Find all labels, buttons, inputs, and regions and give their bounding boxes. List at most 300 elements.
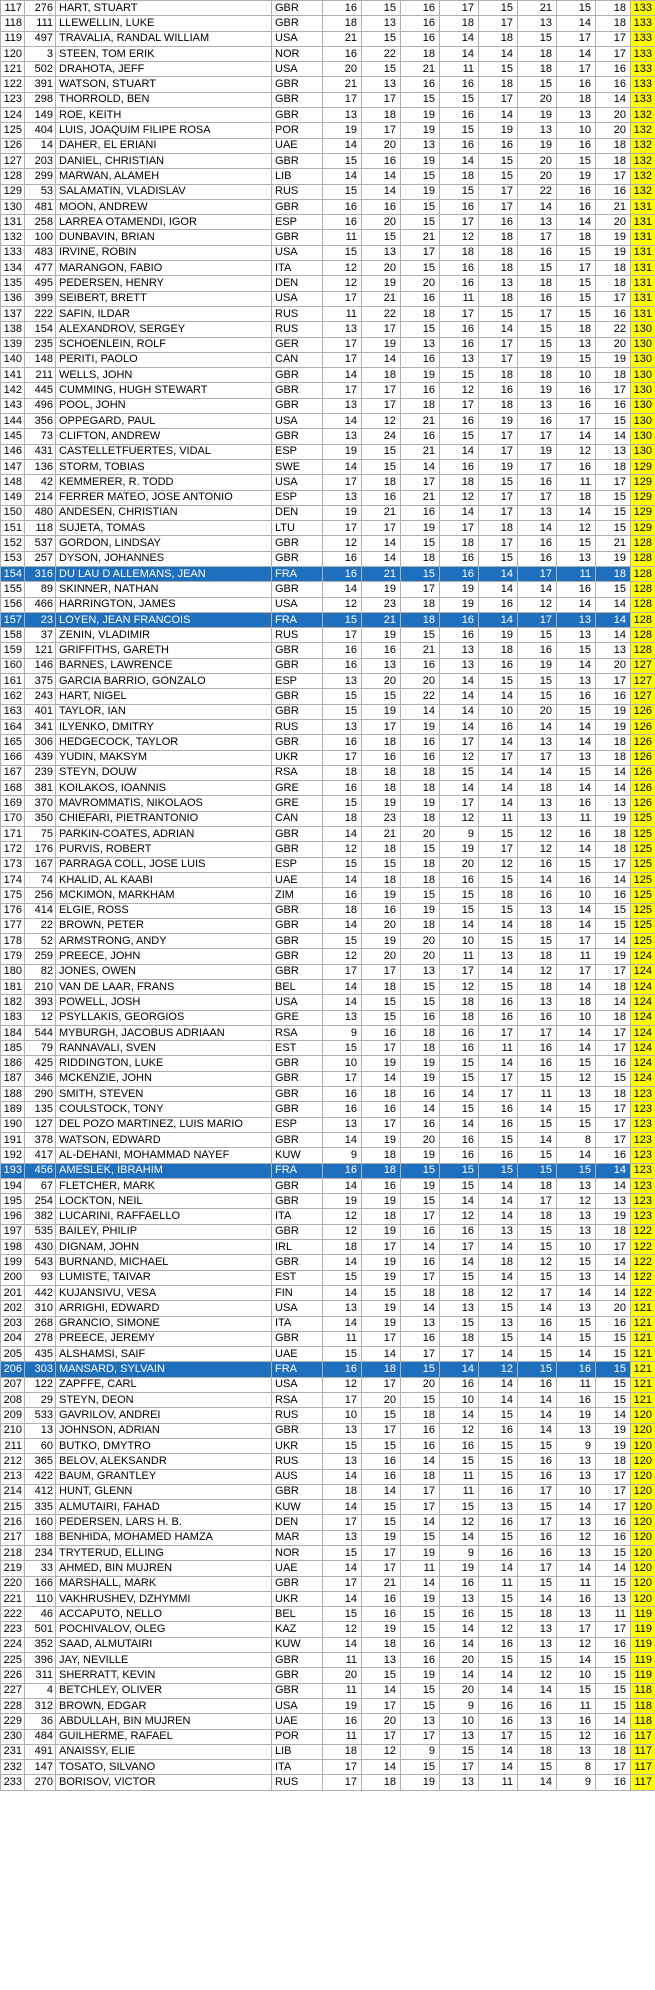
total-cell: 133 <box>631 92 655 107</box>
score-cell: 8 <box>557 1132 596 1147</box>
score-cell: 14 <box>518 1408 557 1423</box>
name-cell: AL-DEHANI, MOHAMMAD NAYEF <box>56 1148 272 1163</box>
score-cell: 16 <box>596 1775 631 1790</box>
rank-cell: 136 <box>1 291 25 306</box>
score-cell: 16 <box>440 1148 479 1163</box>
table-row <box>1 1270 655 1285</box>
score-cell: 17 <box>596 1500 631 1515</box>
score-cell: 13 <box>518 16 557 31</box>
score-cell: 12 <box>323 1377 362 1392</box>
score-cell: 20 <box>362 918 401 933</box>
rank-cell: 161 <box>1 674 25 689</box>
score-cell: 14 <box>323 1285 362 1300</box>
score-cell: 13 <box>557 1454 596 1469</box>
country-cell: GBR <box>272 230 323 245</box>
score-cell: 14 <box>362 169 401 184</box>
score-cell: 14 <box>401 1240 440 1255</box>
score-cell: 13 <box>557 1178 596 1193</box>
score-cell: 15 <box>518 1729 557 1744</box>
bib-cell: 239 <box>25 765 56 780</box>
country-cell: UAE <box>272 1561 323 1576</box>
score-cell: 16 <box>362 1469 401 1484</box>
country-cell: GBR <box>272 689 323 704</box>
score-cell: 14 <box>479 1178 518 1193</box>
score-cell: 14 <box>557 46 596 61</box>
name-cell: MANSARD, SYLVAIN <box>56 1362 272 1377</box>
score-cell: 17 <box>596 46 631 61</box>
rank-cell: 162 <box>1 689 25 704</box>
score-cell: 19 <box>362 1301 401 1316</box>
score-cell: 18 <box>596 1010 631 1025</box>
country-cell: EST <box>272 1270 323 1285</box>
score-cell: 19 <box>362 1056 401 1071</box>
score-cell: 14 <box>323 1132 362 1147</box>
score-cell: 17 <box>362 1240 401 1255</box>
score-cell: 18 <box>518 1209 557 1224</box>
score-cell: 17 <box>362 1561 401 1576</box>
score-cell: 17 <box>401 582 440 597</box>
table-row <box>1 1301 655 1316</box>
score-cell: 17 <box>440 735 479 750</box>
score-cell: 19 <box>557 169 596 184</box>
score-cell: 14 <box>440 1255 479 1270</box>
name-cell: MARANGON, FABIO <box>56 261 272 276</box>
score-cell: 14 <box>323 995 362 1010</box>
score-cell: 12 <box>323 597 362 612</box>
score-cell: 18 <box>401 1285 440 1300</box>
score-cell: 20 <box>596 215 631 230</box>
table-row <box>1 995 655 1010</box>
score-cell: 16 <box>440 551 479 566</box>
name-cell: MCKENZIE, JOHN <box>56 1071 272 1086</box>
table-row <box>1 949 655 964</box>
score-cell: 13 <box>557 108 596 123</box>
name-cell: LOYEN, JEAN FRANCOIS <box>56 612 272 627</box>
rank-cell: 224 <box>1 1637 25 1652</box>
score-cell: 19 <box>479 123 518 138</box>
name-cell: SHERRATT, KEVIN <box>56 1668 272 1683</box>
rank-cell: 159 <box>1 643 25 658</box>
name-cell: GRANCIO, SIMONE <box>56 1316 272 1331</box>
score-cell: 21 <box>596 199 631 214</box>
score-cell: 21 <box>401 230 440 245</box>
bib-cell: 391 <box>25 77 56 92</box>
country-cell: GBR <box>272 1 323 16</box>
score-cell: 18 <box>323 811 362 826</box>
score-cell: 18 <box>479 230 518 245</box>
rank-cell: 188 <box>1 1087 25 1102</box>
country-cell: DEN <box>272 505 323 520</box>
score-cell: 18 <box>362 475 401 490</box>
total-cell: 131 <box>631 261 655 276</box>
score-cell: 19 <box>401 123 440 138</box>
score-cell: 14 <box>479 1744 518 1759</box>
name-cell: PURVIS, ROBERT <box>56 842 272 857</box>
score-cell: 18 <box>401 46 440 61</box>
bib-cell: 311 <box>25 1668 56 1683</box>
name-cell: SUJETA, TOMAS <box>56 521 272 536</box>
table-row <box>1 1071 655 1086</box>
bib-cell: 259 <box>25 949 56 964</box>
score-cell: 14 <box>479 1347 518 1362</box>
name-cell: MOON, ANDREW <box>56 199 272 214</box>
table-row <box>1 1087 655 1102</box>
score-cell: 16 <box>479 1545 518 1560</box>
score-cell: 15 <box>440 1102 479 1117</box>
table-row <box>1 1775 655 1790</box>
country-cell: NOR <box>272 46 323 61</box>
score-cell: 16 <box>323 199 362 214</box>
total-cell: 128 <box>631 628 655 643</box>
score-cell: 17 <box>596 1484 631 1499</box>
score-cell: 23 <box>362 597 401 612</box>
score-cell: 18 <box>479 398 518 413</box>
table-row <box>1 1530 655 1545</box>
total-cell: 130 <box>631 444 655 459</box>
bib-cell: 254 <box>25 1194 56 1209</box>
bib-cell: 417 <box>25 1148 56 1163</box>
score-cell: 19 <box>518 352 557 367</box>
score-cell: 14 <box>479 1270 518 1285</box>
score-cell: 15 <box>362 1285 401 1300</box>
total-cell: 130 <box>631 322 655 337</box>
total-cell: 125 <box>631 888 655 903</box>
total-cell: 125 <box>631 827 655 842</box>
bib-cell: 4 <box>25 1683 56 1698</box>
score-cell: 14 <box>440 781 479 796</box>
score-cell: 18 <box>518 949 557 964</box>
total-cell: 123 <box>631 1194 655 1209</box>
rank-cell: 144 <box>1 414 25 429</box>
score-cell: 15 <box>479 1301 518 1316</box>
rank-cell: 232 <box>1 1760 25 1775</box>
score-cell: 15 <box>440 1163 479 1178</box>
name-cell: DRAHOTA, JEFF <box>56 62 272 77</box>
score-cell: 12 <box>362 414 401 429</box>
score-cell: 17 <box>401 1500 440 1515</box>
table-row <box>1 383 655 398</box>
bib-cell: 52 <box>25 934 56 949</box>
score-cell: 16 <box>323 781 362 796</box>
score-cell: 18 <box>596 138 631 153</box>
country-cell: GER <box>272 337 323 352</box>
rank-cell: 183 <box>1 1010 25 1025</box>
score-cell: 16 <box>557 199 596 214</box>
score-cell: 18 <box>362 1087 401 1102</box>
country-cell: GBR <box>272 1056 323 1071</box>
score-cell: 15 <box>479 1653 518 1668</box>
score-cell: 15 <box>440 1316 479 1331</box>
total-cell: 117 <box>631 1760 655 1775</box>
score-cell: 15 <box>362 459 401 474</box>
name-cell: ROE, KEITH <box>56 108 272 123</box>
score-cell: 17 <box>323 383 362 398</box>
score-cell: 16 <box>518 1545 557 1560</box>
score-cell: 15 <box>440 903 479 918</box>
name-cell: GORDON, LINDSAY <box>56 536 272 551</box>
score-cell: 16 <box>557 184 596 199</box>
score-cell: 16 <box>440 138 479 153</box>
score-cell: 12 <box>557 521 596 536</box>
score-cell: 15 <box>401 1683 440 1698</box>
total-cell: 121 <box>631 1316 655 1331</box>
score-cell: 16 <box>323 658 362 673</box>
total-cell: 130 <box>631 383 655 398</box>
score-cell: 21 <box>323 31 362 46</box>
rank-cell: 176 <box>1 903 25 918</box>
country-cell: GBR <box>272 934 323 949</box>
country-cell: GBR <box>272 1683 323 1698</box>
table-row <box>1 719 655 734</box>
score-cell: 17 <box>362 92 401 107</box>
score-cell: 16 <box>440 628 479 643</box>
total-cell: 126 <box>631 735 655 750</box>
bib-cell: 425 <box>25 1056 56 1071</box>
table-row <box>1 46 655 61</box>
score-cell: 19 <box>596 811 631 826</box>
score-cell: 16 <box>479 1484 518 1499</box>
bib-cell: 89 <box>25 582 56 597</box>
name-cell: ALSHAMSI, SAIF <box>56 1347 272 1362</box>
country-cell: GBR <box>272 949 323 964</box>
score-cell: 13 <box>518 1714 557 1729</box>
table-row <box>1 1515 655 1530</box>
total-cell: 118 <box>631 1714 655 1729</box>
bib-cell: 501 <box>25 1622 56 1637</box>
name-cell: STEYN, DOUW <box>56 765 272 780</box>
name-cell: LLEWELLIN, LUKE <box>56 16 272 31</box>
rank-cell: 186 <box>1 1056 25 1071</box>
score-cell: 14 <box>323 169 362 184</box>
country-cell: UKR <box>272 1591 323 1606</box>
bib-cell: 203 <box>25 153 56 168</box>
total-cell: 124 <box>631 1041 655 1056</box>
rank-cell: 160 <box>1 658 25 673</box>
score-cell: 16 <box>557 582 596 597</box>
score-cell: 12 <box>323 949 362 964</box>
name-cell: SCHOENLEIN, ROLF <box>56 337 272 352</box>
bib-cell: 214 <box>25 490 56 505</box>
score-cell: 14 <box>518 1331 557 1346</box>
name-cell: MAVROMMATIS, NIKOLAOS <box>56 796 272 811</box>
score-cell: 17 <box>323 291 362 306</box>
rank-cell: 231 <box>1 1744 25 1759</box>
score-cell: 14 <box>518 872 557 887</box>
score-cell: 15 <box>557 291 596 306</box>
score-cell: 13 <box>518 505 557 520</box>
score-cell: 12 <box>323 1209 362 1224</box>
score-cell: 16 <box>401 1331 440 1346</box>
total-cell: 133 <box>631 77 655 92</box>
score-cell: 14 <box>323 1255 362 1270</box>
score-cell: 14 <box>596 92 631 107</box>
bib-cell: 484 <box>25 1729 56 1744</box>
score-cell: 9 <box>323 1148 362 1163</box>
score-cell: 14 <box>440 1408 479 1423</box>
name-cell: CHIEFARI, PIETRANTONIO <box>56 811 272 826</box>
country-cell: GBR <box>272 1668 323 1683</box>
score-cell: 9 <box>323 1025 362 1040</box>
score-cell: 13 <box>362 16 401 31</box>
score-cell: 14 <box>479 1393 518 1408</box>
name-cell: IRVINE, ROBIN <box>56 245 272 260</box>
table-row <box>1 475 655 490</box>
score-cell: 21 <box>323 77 362 92</box>
score-cell: 18 <box>362 1637 401 1652</box>
bib-cell: 335 <box>25 1500 56 1515</box>
table-row <box>1 261 655 276</box>
score-cell: 14 <box>479 735 518 750</box>
total-cell: 132 <box>631 184 655 199</box>
score-cell: 16 <box>479 1102 518 1117</box>
rank-cell: 210 <box>1 1423 25 1438</box>
table-row <box>1 169 655 184</box>
name-cell: BARNES, LAWRENCE <box>56 658 272 673</box>
country-cell: GRE <box>272 781 323 796</box>
country-cell: RUS <box>272 1408 323 1423</box>
bib-cell: 481 <box>25 199 56 214</box>
bib-cell: 36 <box>25 1714 56 1729</box>
score-cell: 19 <box>596 1438 631 1453</box>
score-cell: 15 <box>479 1331 518 1346</box>
score-cell: 12 <box>479 1622 518 1637</box>
score-cell: 14 <box>557 16 596 31</box>
table-row <box>1 429 655 444</box>
score-cell: 19 <box>362 1530 401 1545</box>
bib-cell: 146 <box>25 658 56 673</box>
name-cell: WATSON, EDWARD <box>56 1132 272 1147</box>
score-cell: 14 <box>596 1270 631 1285</box>
rank-cell: 122 <box>1 77 25 92</box>
score-cell: 11 <box>479 811 518 826</box>
score-cell: 19 <box>401 1545 440 1560</box>
score-cell: 16 <box>440 414 479 429</box>
score-cell: 15 <box>596 1347 631 1362</box>
score-cell: 18 <box>401 1041 440 1056</box>
score-cell: 15 <box>362 230 401 245</box>
score-cell: 21 <box>362 1576 401 1591</box>
total-cell: 120 <box>631 1454 655 1469</box>
score-cell: 18 <box>596 16 631 31</box>
bib-cell: 14 <box>25 138 56 153</box>
score-cell: 17 <box>440 1760 479 1775</box>
name-cell: JAY, NEVILLE <box>56 1653 272 1668</box>
score-cell: 18 <box>401 612 440 627</box>
score-cell: 13 <box>440 1729 479 1744</box>
bib-cell: 154 <box>25 322 56 337</box>
total-cell: 130 <box>631 398 655 413</box>
name-cell: POWELL, JOSH <box>56 995 272 1010</box>
score-cell: 15 <box>440 1744 479 1759</box>
score-cell: 17 <box>596 383 631 398</box>
rank-cell: 151 <box>1 521 25 536</box>
total-cell: 128 <box>631 536 655 551</box>
score-cell: 18 <box>518 46 557 61</box>
rank-cell: 134 <box>1 261 25 276</box>
score-cell: 16 <box>440 1607 479 1622</box>
score-cell: 15 <box>596 505 631 520</box>
rank-cell: 133 <box>1 245 25 260</box>
score-cell: 15 <box>557 153 596 168</box>
score-cell: 13 <box>518 123 557 138</box>
score-cell: 14 <box>479 1760 518 1775</box>
bib-cell: 82 <box>25 964 56 979</box>
score-cell: 18 <box>479 31 518 46</box>
total-cell: 133 <box>631 62 655 77</box>
score-cell: 19 <box>323 1698 362 1713</box>
country-cell: ITA <box>272 261 323 276</box>
score-cell: 17 <box>596 1240 631 1255</box>
bib-cell: 12 <box>25 1010 56 1025</box>
score-cell: 15 <box>557 1255 596 1270</box>
table-row <box>1 643 655 658</box>
score-cell: 19 <box>362 628 401 643</box>
name-cell: STEEN, TOM ERIK <box>56 46 272 61</box>
country-cell: MAR <box>272 1530 323 1545</box>
score-cell: 20 <box>596 108 631 123</box>
score-cell: 17 <box>323 750 362 765</box>
score-cell: 14 <box>479 612 518 627</box>
score-cell: 14 <box>479 1240 518 1255</box>
score-cell: 11 <box>323 306 362 321</box>
table-row <box>1 1010 655 1025</box>
score-cell: 17 <box>557 964 596 979</box>
country-cell: CAN <box>272 352 323 367</box>
score-cell: 18 <box>518 1744 557 1759</box>
score-cell: 15 <box>596 414 631 429</box>
bib-cell: 352 <box>25 1637 56 1652</box>
total-cell: 132 <box>631 169 655 184</box>
score-cell: 20 <box>518 92 557 107</box>
table-row <box>1 566 655 581</box>
score-cell: 16 <box>401 16 440 31</box>
table-row <box>1 1209 655 1224</box>
score-cell: 14 <box>323 1316 362 1331</box>
score-cell: 20 <box>596 658 631 673</box>
score-cell: 16 <box>440 459 479 474</box>
score-cell: 14 <box>401 1454 440 1469</box>
table-row <box>1 1285 655 1300</box>
country-cell: DEN <box>272 276 323 291</box>
score-cell: 15 <box>518 1117 557 1132</box>
table-row <box>1 1408 655 1423</box>
score-cell: 12 <box>323 536 362 551</box>
score-cell: 19 <box>518 444 557 459</box>
score-cell: 15 <box>479 153 518 168</box>
country-cell: GBR <box>272 383 323 398</box>
score-cell: 18 <box>479 261 518 276</box>
score-cell: 18 <box>596 368 631 383</box>
score-cell: 19 <box>323 123 362 138</box>
country-cell: ESP <box>272 857 323 872</box>
score-cell: 15 <box>596 1576 631 1591</box>
rank-cell: 139 <box>1 337 25 352</box>
total-cell: 117 <box>631 1729 655 1744</box>
score-cell: 13 <box>596 1194 631 1209</box>
total-cell: 120 <box>631 1530 655 1545</box>
total-cell: 120 <box>631 1545 655 1560</box>
score-cell: 18 <box>518 62 557 77</box>
country-cell: GBR <box>272 735 323 750</box>
country-cell: GBR <box>272 16 323 31</box>
score-cell: 16 <box>596 1056 631 1071</box>
total-cell: 129 <box>631 490 655 505</box>
score-cell: 16 <box>596 184 631 199</box>
table-row <box>1 1760 655 1775</box>
score-cell: 22 <box>518 184 557 199</box>
score-cell: 9 <box>401 1744 440 1759</box>
score-cell: 18 <box>362 1148 401 1163</box>
